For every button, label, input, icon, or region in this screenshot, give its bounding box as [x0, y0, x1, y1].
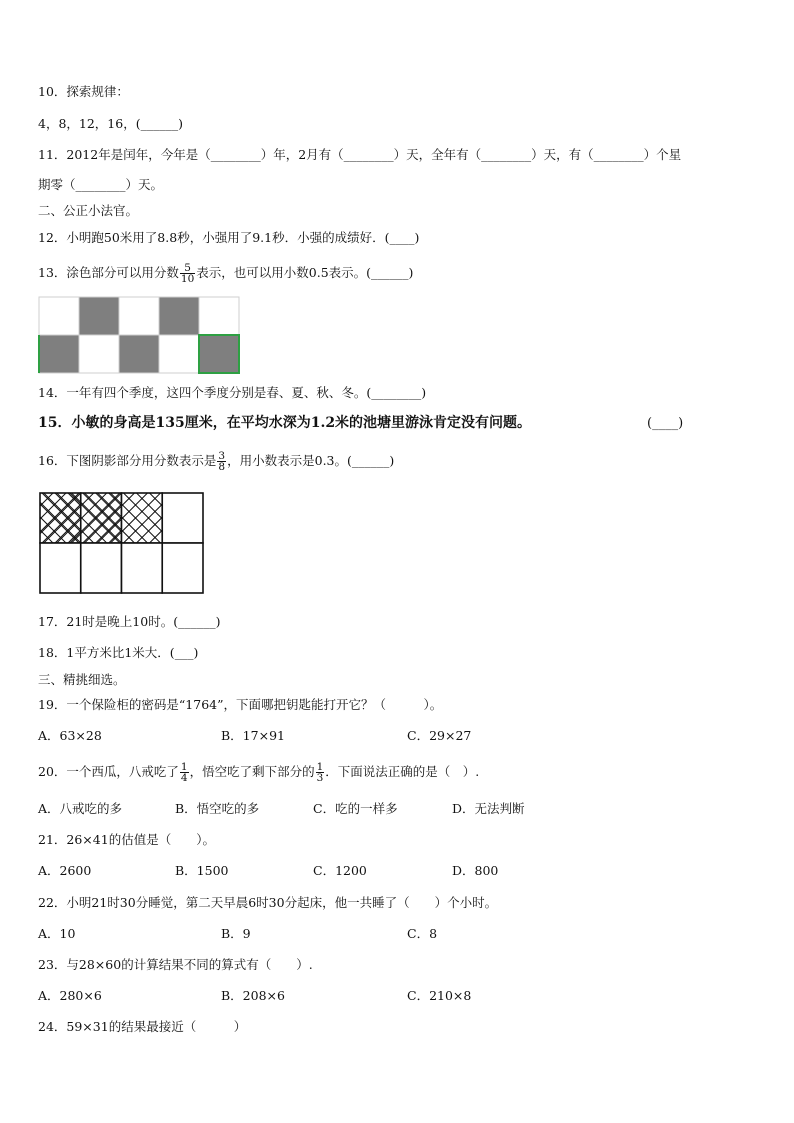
q23-option-c: C．210×8: [407, 988, 472, 1003]
q20-option-b: B．悟空吃的多: [175, 801, 260, 816]
question-11-continued: 期零（________）天。: [38, 177, 164, 192]
fraction-numerator: 5: [184, 261, 191, 274]
q21-option-a: A．2600: [38, 863, 92, 878]
question-13-text-a: 13．涂色部分可以用分数: [38, 265, 179, 280]
q19-option-a: A．63×28: [38, 728, 102, 743]
blank-cell: [81, 543, 122, 593]
shaded-cell: [79, 297, 119, 335]
question-24: 24．59×31的结果最接近（ ）: [38, 1019, 247, 1034]
blank-cell: [122, 543, 163, 593]
question-11: 11．2012年是闰年，今年是（________）年，2月有（________）天，全年有（________）天，有（________）个星: [38, 147, 682, 162]
q20-option-a: A．八戒吃的多: [38, 801, 123, 816]
shaded-cell: [199, 335, 239, 373]
question-19: 19．一个保险柜的密码是“1764”，下面哪把钥匙能打开它？（ ）。: [38, 697, 443, 712]
fraction-numerator: 1: [180, 760, 188, 773]
fraction-numerator: 1: [316, 760, 324, 773]
blank-cell: [40, 543, 81, 593]
q22-option-c: C．8: [407, 926, 438, 941]
q23-option-b: B．208×6: [221, 988, 285, 1003]
blank-cell: [162, 543, 203, 593]
question-16-text-a: 16．下图阴影部分用分数表示是: [38, 453, 217, 468]
unshaded-cell: [39, 297, 79, 335]
fraction-numerator: 3: [218, 449, 226, 462]
fraction-denominator: 10: [180, 273, 195, 285]
blank-cell: [162, 493, 203, 543]
question-10: 10．探索规律：: [38, 84, 129, 99]
question-21: 21．26×41的估值是（ ）。: [38, 832, 215, 847]
q20-option-c: C．吃的一样多: [313, 801, 398, 816]
fraction-5-10: [180, 263, 195, 285]
question-18: 18．1平方米比1米大．(___): [38, 645, 199, 660]
question-16-text-b: ，用小数表示是0.3。(______): [227, 453, 395, 468]
fraction-1-4: [180, 762, 189, 784]
fraction-denominator: 3: [316, 772, 324, 784]
fraction-3-8: [217, 451, 226, 473]
q21-option-c: C．1200: [313, 863, 367, 878]
question-12: 12．小明跑50米用了8.8秒，小强用了9.1秒．小强的成绩好．(____): [38, 230, 420, 245]
q19-option-b: B．17×91: [221, 728, 285, 743]
question-20-text-a: 20．一个西瓜，八戒吃了: [38, 764, 179, 779]
q23-option-a: A．280×6: [38, 988, 102, 1003]
question-22: 22．小明21时30分睡觉，第二天早晨6时30分起床，他一共睡了（ ）个小时。: [38, 895, 498, 910]
question-14: 14．一年有四个季度，这四个季度分别是春、夏、秋、冬。(________): [38, 385, 427, 400]
section-2-heading: 二、公正小法官。: [38, 203, 139, 218]
question-15-text: 15．小敏的身高是135厘米，在平均水深为1.2米的池塘里游泳肯定没有问题。: [38, 415, 532, 431]
shaded-cell: [119, 335, 159, 373]
unshaded-cell: [79, 335, 119, 373]
question-20: [38, 754, 479, 790]
q22-option-b: B．9: [221, 926, 251, 941]
unshaded-cell: [119, 297, 159, 335]
fraction-1-3: [316, 762, 325, 784]
question-20-text-b: ，悟空吃了剩下部分的: [189, 764, 315, 779]
unshaded-cell: [199, 297, 239, 335]
section-3-heading: 三、精挑细选。: [38, 672, 126, 687]
shaded-cell: [159, 297, 199, 335]
q20-option-d: D．无法判断: [452, 801, 525, 816]
question-10-sequence: 4，8，12，16，(______): [38, 116, 183, 131]
shaded-grid-figure: [36, 294, 242, 376]
question-13: [38, 257, 413, 289]
question-15: [38, 415, 531, 431]
question-13-text-b: 表示，也可以用小数0.5表示。(______): [196, 265, 414, 280]
unshaded-cell: [159, 335, 199, 373]
fraction-denominator: 4: [180, 772, 188, 784]
question-20-text-c: ．下面说法正确的是（ ）.: [325, 764, 480, 779]
question-23: 23．与28×60的计算结果不同的算式有（ ）.: [38, 957, 313, 972]
q21-option-d: D．800: [452, 863, 499, 878]
question-17: 17．21时是晚上10时。(______): [38, 614, 221, 629]
question-16: [38, 444, 394, 478]
q22-option-a: A．10: [38, 926, 76, 941]
q21-option-b: B．1500: [175, 863, 229, 878]
fraction-denominator: 8: [218, 461, 226, 473]
hatched-grid-figure: [38, 491, 206, 595]
shaded-cell: [39, 335, 79, 373]
q19-option-c: C．29×27: [407, 728, 472, 743]
question-15-blank: (____): [647, 416, 684, 431]
